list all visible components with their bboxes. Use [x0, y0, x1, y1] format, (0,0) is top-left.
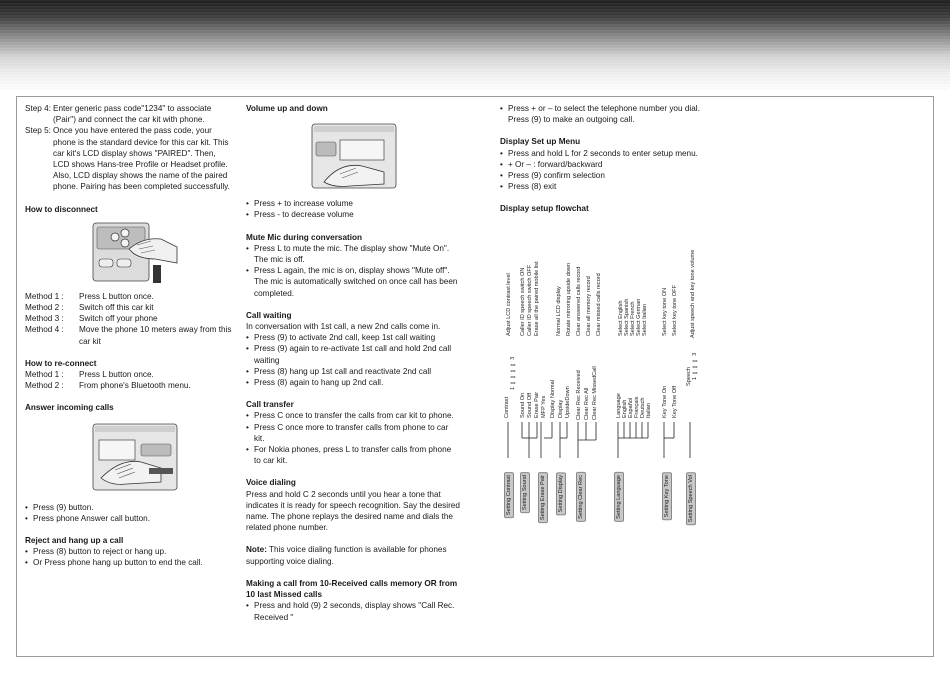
flow-description: Caller ID speech switch OFF	[527, 264, 533, 336]
list-item: • Press (9) again to re-activate 1st call and hold 2nd call waiting	[246, 343, 460, 365]
list-item: • Or Press phone hang up button to end the call.	[25, 557, 233, 568]
reconnect-heading: How to re-connect	[25, 358, 97, 368]
list-item: • Press L again, the mic is on, display shows "Mute off". The mic is automatically switched on once call has been completed.	[246, 265, 460, 299]
disconnect-method: Method 3 : Switch off your phone	[25, 314, 158, 324]
list-item: • Press - to decrease volume	[246, 209, 460, 220]
setting-display-box: Setting Display	[556, 472, 566, 515]
setting-key-tone-box: Setting Key Tone	[662, 472, 672, 520]
volume-list	[246, 198, 460, 220]
list-item: • Press and hold (9) 2 seconds, display shows "Call Rec. Received "	[246, 600, 460, 622]
list-item: • Press (8) again to hang up 2nd call.	[246, 377, 460, 388]
reject-list	[25, 546, 233, 568]
making-heading: Making a call from 10-Received calls memory OR from 10 last Missed calls	[246, 578, 458, 600]
flow-item: UpsideDown	[565, 386, 571, 418]
note	[246, 544, 460, 566]
flow-description: Select key tone OFF	[672, 285, 678, 336]
reconnect-method: Method 2 : From phone's Bluetooth menu.	[25, 381, 191, 391]
list-item: • Press (8) exit	[500, 181, 720, 192]
step-5-label: Step 5:	[25, 126, 51, 136]
flow-item: Erase Pair	[534, 391, 540, 418]
flow-item: Français	[634, 396, 640, 418]
flow-item: Speech	[686, 367, 692, 386]
setting-language-box: Setting Language	[614, 472, 624, 522]
list-item: • Press (9) to activate 2nd call, keep 1st call waiting	[246, 332, 460, 343]
flow-item: Italian	[646, 403, 652, 418]
setting-erase-pair-box: Setting Erase Pair	[538, 472, 548, 523]
reject-heading: Reject and hang up a call	[25, 536, 124, 546]
flow-item: English	[622, 399, 628, 418]
flow-description: Select key tone ON	[662, 287, 668, 336]
flow-item: Language	[616, 393, 622, 418]
disconnect-method: Method 2 : Switch off this car kit	[25, 303, 154, 313]
list-item: • Press and hold L for 2 seconds to enter setup menu.	[500, 148, 720, 159]
flow-item: Key Tone On	[662, 385, 668, 418]
flow-item: Español	[628, 397, 634, 418]
flow-description: Erase all the paired mobile list	[534, 261, 540, 336]
flow-item: Key Tone Off	[672, 385, 678, 418]
flowchart-connectors	[500, 418, 720, 464]
mute-list	[246, 243, 460, 299]
list-item: • Press + to increase volume	[246, 198, 460, 209]
step-4-text: Enter generic pass code"1234" to associate (Pair") and connect the car kit with phone.	[53, 104, 212, 125]
answer-list	[25, 502, 233, 524]
setting-speech-vol-box: Setting Speech Vol	[686, 472, 696, 525]
list-item: • Press C once more to transfer calls from phone to car kit.	[246, 422, 460, 444]
note-label: Note:	[246, 545, 267, 555]
dial-list	[500, 103, 720, 125]
volume-heading: Volume up and down	[246, 104, 328, 113]
step-4-label: Step 4:	[25, 104, 51, 113]
flow-description: Adjust speech and key tone volume	[690, 249, 696, 338]
waiting-intro: In conversation with 1st call, a new 2nd calls come in.	[246, 322, 441, 332]
list-item: • Press L to mute the mic. The display show "Mute On". The mic is off.	[246, 243, 460, 265]
flow-description: Normal LCD display	[556, 286, 562, 336]
note-text: This voice dialing function is available for phones supporting voice dialing.	[246, 545, 447, 566]
list-item: • Press (8) button to reject or hang up.	[25, 546, 233, 557]
setup-heading: Display Set up Menu	[500, 137, 581, 147]
flow-description: Select German	[636, 298, 642, 336]
flow-item: Clear Rec MissedCall	[592, 366, 598, 420]
step-4	[25, 103, 233, 125]
list-item: • For Nokia phones, press L to transfer calls from phone to car kit.	[246, 444, 460, 466]
setting-contrast-box: Setting Contrast	[504, 472, 514, 518]
voice-heading: Voice dialing	[246, 478, 296, 488]
flow-description: Select English	[618, 300, 624, 336]
answer-heading: Answer incoming calls	[25, 403, 114, 413]
flow-description: Clear missed calls record	[596, 273, 602, 336]
car-kit-front-illustration	[91, 418, 233, 498]
flow-description: Clear all memory record	[586, 276, 592, 336]
flow-item: Deutsch	[640, 397, 646, 418]
reconnect-method: Method 1 : Press L button once.	[25, 370, 154, 380]
column-2	[246, 103, 460, 623]
column-1	[25, 103, 233, 569]
setup-flowchart	[500, 218, 720, 528]
list-item: • Press (8) hang up 1st call and reactivate 2nd call	[246, 366, 460, 377]
flow-item: Contrast	[504, 396, 510, 418]
flow-description: Rotate mirroring upside down	[566, 262, 572, 336]
flow-item: Display Normal	[550, 380, 556, 418]
flow-item: Sound On	[520, 392, 526, 418]
making-list	[246, 600, 460, 622]
flowchart-heading: Display setup flowchat	[500, 204, 589, 214]
flow-item: MFP Yes	[541, 395, 547, 418]
list-item: • + Or – : forward/backward	[500, 159, 720, 170]
list-item: • Press (9) button.	[25, 502, 233, 513]
setting-sound-box: Setting Sound	[520, 472, 530, 513]
flow-item: Display	[558, 399, 564, 418]
car-kit-buttons-illustration	[91, 219, 233, 287]
waiting-heading: Call waiting	[246, 310, 292, 320]
transfer-heading: Call transfer	[246, 400, 294, 410]
flow-description: Caller ID speech switch ON	[520, 267, 526, 336]
disconnect-method: Method 1 : Press L button once.	[25, 291, 154, 301]
flow-description: Select Spanish	[624, 298, 630, 336]
list-item: • Press + or – to select the telephone number you dial. Press (9) to make an outgoing call.	[500, 103, 720, 125]
setup-list	[500, 148, 720, 193]
list-item: • Press C once to transfer the calls from car kit to phone.	[246, 410, 460, 421]
flow-description: Select French	[630, 301, 636, 336]
header-band	[0, 0, 950, 90]
flow-description: Clear answered calls record	[576, 266, 582, 336]
step-5-text: Once you have entered the pass code, your phone is the standard device for this car kit. This car kit's LCD display shows "PAIRED". Then, LCD shows Hans-tree Profile or Headset profile. Also, LCD display shows the name of the paired phone. Pairing has been completed successfully.	[53, 126, 230, 192]
car-kit-volume-illustration	[310, 118, 460, 194]
mute-heading: Mute Mic during conversation	[246, 232, 363, 242]
flow-scale: 1 ▭▭▭ 3	[692, 352, 698, 380]
setting-clear-rec-box: Setting Clear Rec	[576, 472, 586, 522]
flow-description: Select Italian	[642, 303, 648, 336]
disconnect-method: Method 4 : Move the phone 10 meters away from this car kit	[25, 325, 232, 346]
column-3	[500, 103, 720, 215]
flow-scale: 1 ▭▭▭▭ 3	[510, 356, 516, 390]
list-item: • Press (9) confirm selection	[500, 170, 720, 181]
voice-text: Press and hold C 2 seconds until you hear a tone that indicates it is ready for speech recognition. Say the desired name. The phone replays the desired name and dials the related phone number.	[246, 489, 460, 533]
step-5	[25, 125, 233, 192]
flow-item: Clear Rec Received	[576, 370, 582, 420]
flow-item: Sound Off	[527, 392, 533, 418]
flow-description: Adjust LCD contrast level	[506, 273, 512, 336]
waiting-list	[246, 332, 460, 388]
disconnect-methods	[25, 291, 233, 347]
flow-item: Clear Rec All	[584, 387, 590, 420]
list-item: • Press phone Answer call button.	[25, 513, 233, 524]
disconnect-heading: How to disconnect	[25, 204, 98, 214]
transfer-list	[246, 410, 460, 466]
